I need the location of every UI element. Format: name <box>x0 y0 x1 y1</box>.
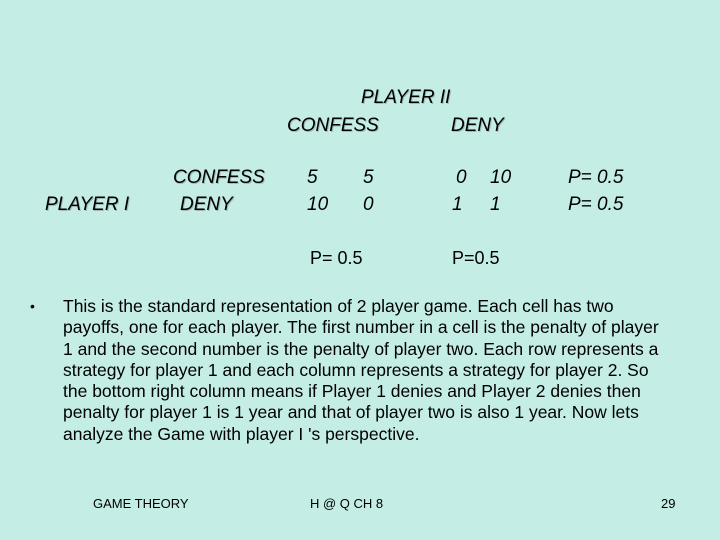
player2-label: PLAYER II <box>361 87 451 108</box>
payoff-cell-value: 1 <box>490 194 501 215</box>
payoff-cell-value: 10 <box>490 167 512 188</box>
payoff-cell-value: 1 <box>452 194 463 215</box>
row-label-confess: CONFESS <box>173 167 265 188</box>
column-probability-confess: P= 0.5 <box>310 248 363 268</box>
bullet-marker: • <box>30 298 35 314</box>
player1-label: PLAYER I <box>45 194 130 215</box>
bullet-text: This is the standard representation of 2 player game. Each cell has two payoffs, one for each player. The first number in a cell is the penalty of player 1 and the second number is the penalty of player two. Each row represents a strategy for player 1 and each column represents a strategy for player 2. So the bottom right column means if Player 1 denies and Player 2 denies then penalty for player 1 is 1 year and that of player two is also 1 year. Now lets analyze the Game with player I 's perspective. <box>63 296 659 444</box>
row-label-deny: DENY <box>180 194 233 215</box>
row-probability-deny: P= 0.5 <box>568 194 624 215</box>
payoff-cell-value: 5 <box>363 167 374 188</box>
footer-center: H @ Q CH 8 <box>310 496 384 511</box>
payoff-cell-value: 10 <box>307 194 329 215</box>
payoff-cell-value: 0 <box>363 194 374 215</box>
payoff-cell-value: 5 <box>307 167 318 188</box>
row-probability-confess: P= 0.5 <box>568 167 624 188</box>
page-number: 29 <box>661 496 676 511</box>
column-label-deny: DENY <box>451 115 504 136</box>
column-probability-deny: P=0.5 <box>452 248 500 268</box>
column-label-confess: CONFESS <box>287 115 379 136</box>
footer-left: GAME THEORY <box>93 496 189 511</box>
payoff-cell-value: 0 <box>456 167 467 188</box>
